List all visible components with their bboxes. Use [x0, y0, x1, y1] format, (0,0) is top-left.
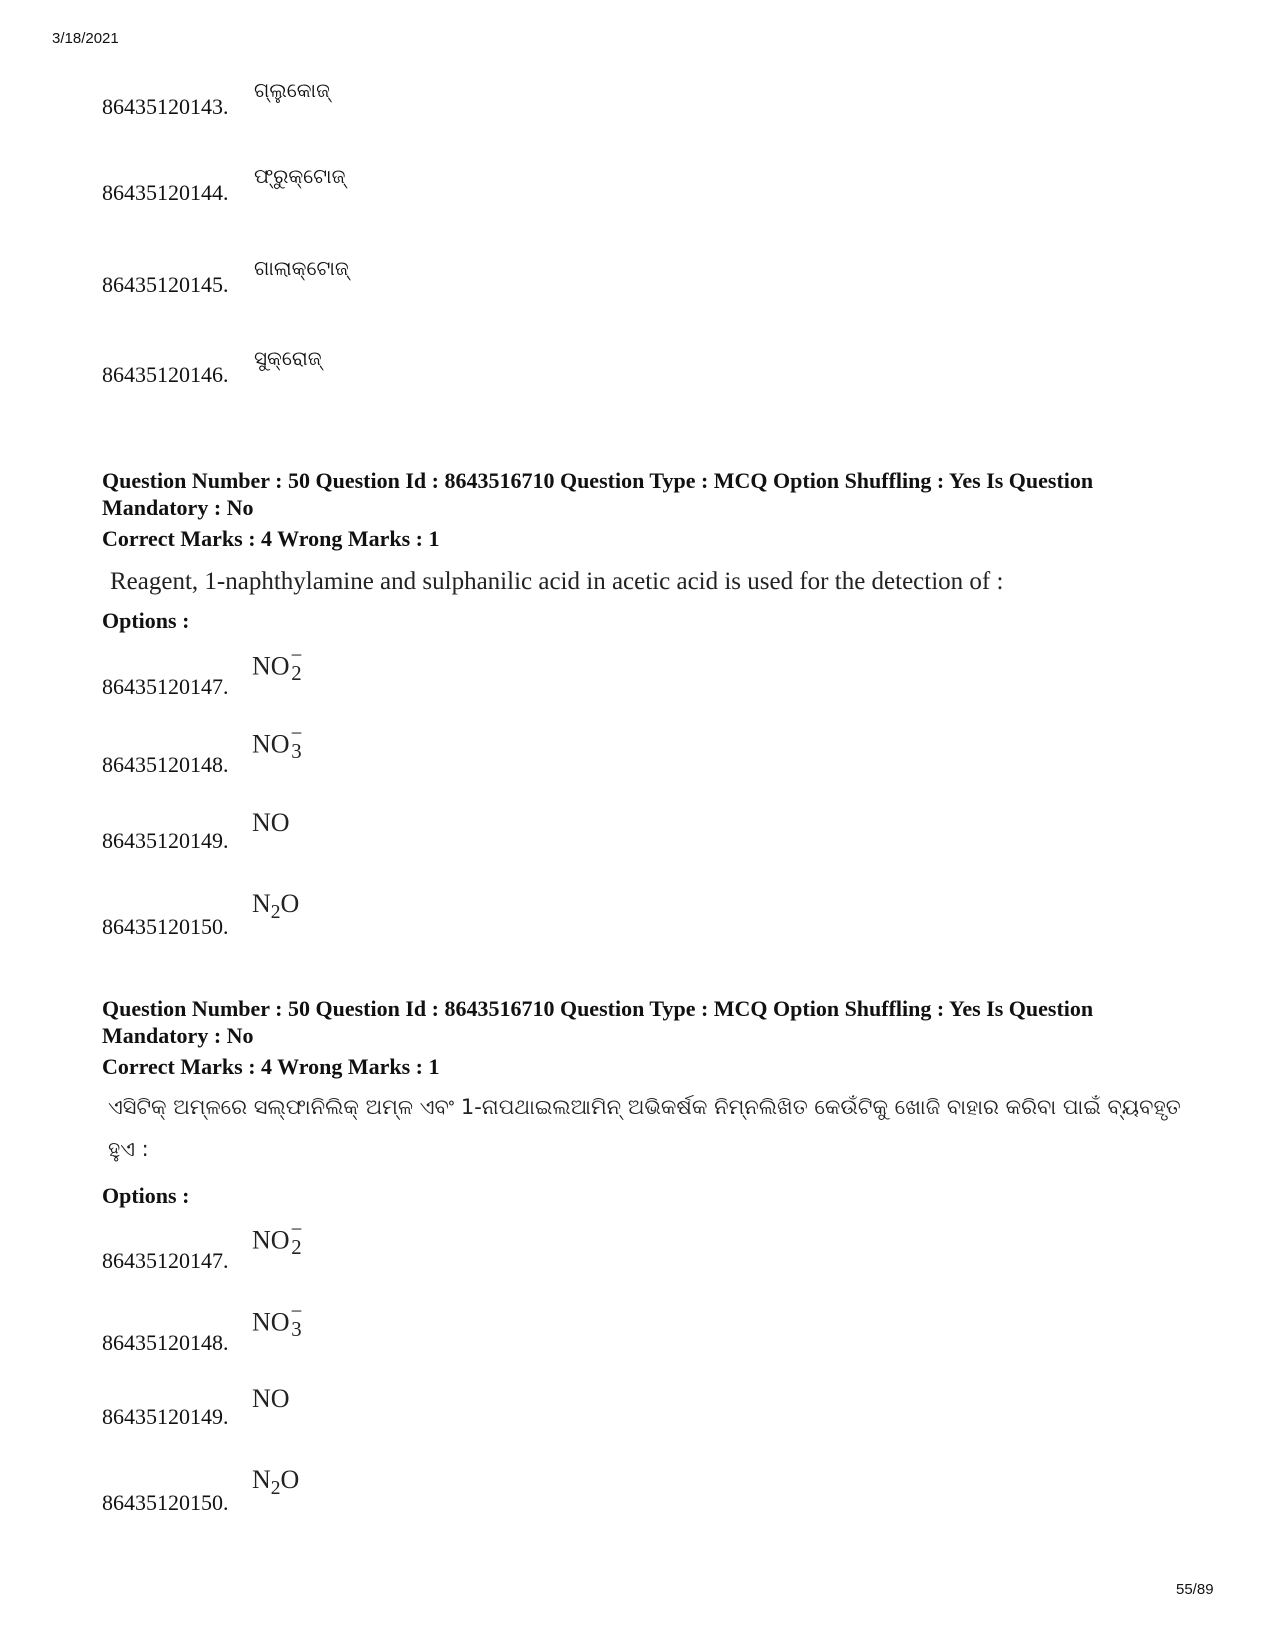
question-marks: Correct Marks : 4 Wrong Marks : 1 [102, 526, 440, 551]
option-id: 86435120149. [102, 1404, 229, 1429]
formula-base: NO [252, 1384, 290, 1413]
formula-sup: − [290, 1217, 303, 1241]
option-item [102, 248, 602, 298]
option-text: ଫ୍ରୁକ୍ଟୋଜ୍ [254, 164, 346, 188]
option-item [102, 1466, 602, 1516]
option-item [102, 721, 602, 778]
option-id: 86435120150. [102, 914, 229, 939]
formula-base: NO [252, 651, 290, 681]
option-formula [252, 721, 303, 764]
formula-base: NO [252, 1225, 290, 1255]
formula-sup: − [290, 721, 303, 745]
option-formula [252, 1465, 299, 1500]
option-formula [252, 808, 290, 838]
option-formula [252, 889, 299, 924]
option-item [102, 890, 602, 940]
question-marks: Correct Marks : 4 Wrong Marks : 1 [102, 1054, 440, 1079]
option-id: 86435120149. [102, 828, 229, 853]
question-text: ଏସିଟିକ୍ ଅମ୍ଳରେ ସଲ୍‌ଫାନିଲିକ୍ ଅମ୍ଳ ଏବଂ 1-ନାପଥାଇଲଆମିନ୍ ଅଭିକର୍ଷକ ନିମ୍ନଲିଖିତ କେଉଁଟିକୁ ଖୋଜି ବାହାର କରିବା ପାଇଁ ବ୍ୟବହୃତ ହୁଏ : [108, 1095, 1181, 1161]
option-id: 86435120146. [102, 362, 229, 387]
formula-sub: 2 [291, 662, 302, 686]
option-item [102, 804, 602, 854]
formula-base: NO [252, 808, 290, 837]
page-date: 3/18/2021 [52, 30, 119, 47]
formula-tail: O [280, 1464, 300, 1494]
option-item [102, 338, 602, 388]
formula-tail: O [280, 888, 300, 918]
formula-base: NO [252, 729, 290, 759]
option-item [102, 643, 602, 700]
option-item [102, 1217, 602, 1274]
formula-sup: − [290, 643, 303, 667]
options-label: Options : [102, 1183, 190, 1208]
option-id: 86435120147. [102, 674, 229, 699]
formula-sub: 2 [270, 902, 281, 923]
option-formula [252, 1384, 290, 1414]
formula-base: NO [252, 1307, 290, 1337]
option-item [102, 1380, 602, 1430]
question-header: Question Number : 50 Question Id : 8643516710 Question Type : MCQ Option Shuffling : Yes Is Question Mandatory : No [102, 468, 1094, 520]
question-text: Reagent, 1-naphthylamine and sulphanilic acid in acetic acid is used for the detection of : [110, 568, 1004, 595]
option-id: 86435120145. [102, 272, 229, 297]
option-id: 86435120147. [102, 1248, 229, 1273]
option-formula [252, 1299, 303, 1342]
option-item [102, 70, 602, 120]
option-text: ଗାଲାକ୍ଟୋଜ୍ [254, 256, 349, 280]
option-text: ସୁକ୍ରୋଜ୍ [254, 346, 322, 370]
option-formula [252, 643, 303, 686]
formula-sub: 2 [291, 1236, 302, 1260]
option-id: 86435120144. [102, 180, 229, 205]
formula-sub: 3 [291, 1318, 302, 1342]
option-text: ଗ୍ଲୁକୋଜ୍ [254, 78, 330, 102]
option-id: 86435120148. [102, 752, 229, 777]
option-item [102, 156, 602, 206]
option-id: 86435120150. [102, 1490, 229, 1515]
page-number: 55/89 [1176, 1581, 1214, 1598]
formula-base: N [252, 1464, 271, 1494]
formula-sub: 3 [291, 740, 302, 764]
option-item [102, 1299, 602, 1356]
formula-sub: 2 [270, 1478, 281, 1499]
formula-sup: − [290, 1299, 303, 1323]
option-id: 86435120148. [102, 1330, 229, 1355]
formula-base: N [252, 888, 271, 918]
option-formula [252, 1217, 303, 1260]
option-id: 86435120143. [102, 94, 229, 119]
question-header: Question Number : 50 Question Id : 8643516710 Question Type : MCQ Option Shuffling : Yes Is Question Mandatory : No [102, 996, 1094, 1048]
options-label: Options : [102, 608, 190, 633]
